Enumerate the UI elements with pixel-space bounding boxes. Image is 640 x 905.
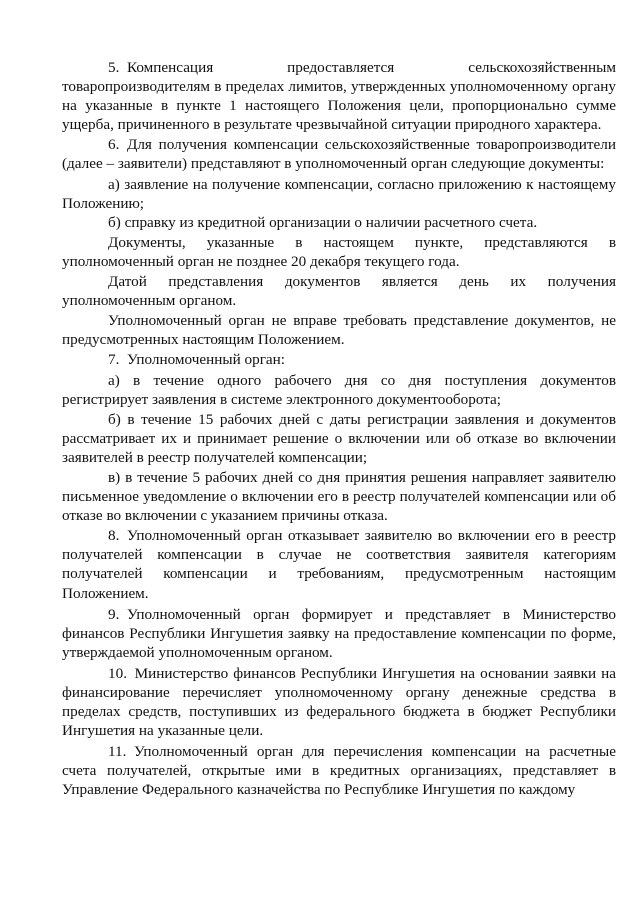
paragraph-10: 10. Министерство финансов Республики Ингушетия на основании заявки на финансирование перечисляет уполномоченному органу денежные средства в пределах средств, поступивших из федерального бюджета в бюджет Республики Ингушетия на указанные цели.	[62, 664, 616, 740]
paragraph-6-restriction: Уполномоченный орган не вправе требовать представление документов, не предусмотренных настоящим Положением.	[62, 312, 616, 349]
paragraph-6-a: а) заявление на получение компенсации, согласно приложению к настоящему Положению;	[62, 175, 616, 212]
paragraph-5: 5. Компенсация предоставляется сельскохозяйственным товаропроизводителям в пределах лимитов, утвержденных уполномоченному органу на указанные в пункте 1 настоящего Положения цели, пропорционально сумме ущерба, причиненного в результате чрезвычайной ситуации природного характера.	[62, 59, 616, 134]
paragraph-8: 8. Уполномоченный орган отказывает заявителю во включении его в реестр получателей компенсации в случае не соответствия заявителя категориям получателей компенсации и требованиям, предусмотренным настоящим Положением.	[62, 527, 616, 602]
paragraph-11: 11. Уполномоченный орган для перечисления компенсации на расчетные счета получателей, открытые ими в кредитных организациях, представляет в Управление Федерального казначейства по Республике Ингушетия по каждому	[62, 743, 616, 799]
paragraph-7: 7. Уполномоченный орган:	[108, 351, 286, 369]
paragraph-9: 9. Уполномоченный орган формирует и представляет в Министерство финансов Республики Ингушетия заявку на предоставление компенсации по форме, утверждаемой уполномоченным органом.	[62, 605, 616, 661]
paragraph-7-b: б) в течение 15 рабочих дней с даты регистрации заявления и документов рассматривает их и принимает решение о включении или об отказе во включении заявителей в реестр получателей компенсации;	[62, 410, 616, 466]
paragraph-6-date: Датой представления документов является день их получения уполномоченным органом.	[62, 273, 616, 310]
paragraph-7-c: в) в течение 5 рабочих дней со дня принятия решения направляет заявителю письменное уведомление о включении его в реестр получателей компенсации или об отказе во включении с указанием причины отказа.	[62, 468, 616, 525]
paragraph-6-b: б) справку из кредитной организации о наличии расчетного счета.	[108, 213, 538, 231]
paragraph-6: 6. Для получения компенсации сельскохозяйственные товаропроизводители (далее – заявители) представляют в уполномоченный орган следующие документы:	[62, 136, 616, 173]
paragraph-7-a: а) в течение одного рабочего дня со дня поступления документов регистрирует заявления в системе электронного документооборота;	[62, 371, 616, 408]
paragraph-6-deadline: Документы, указанные в настоящем пункте, представляются в уполномоченный орган не позднее 20 декабря текущего года.	[62, 233, 616, 270]
